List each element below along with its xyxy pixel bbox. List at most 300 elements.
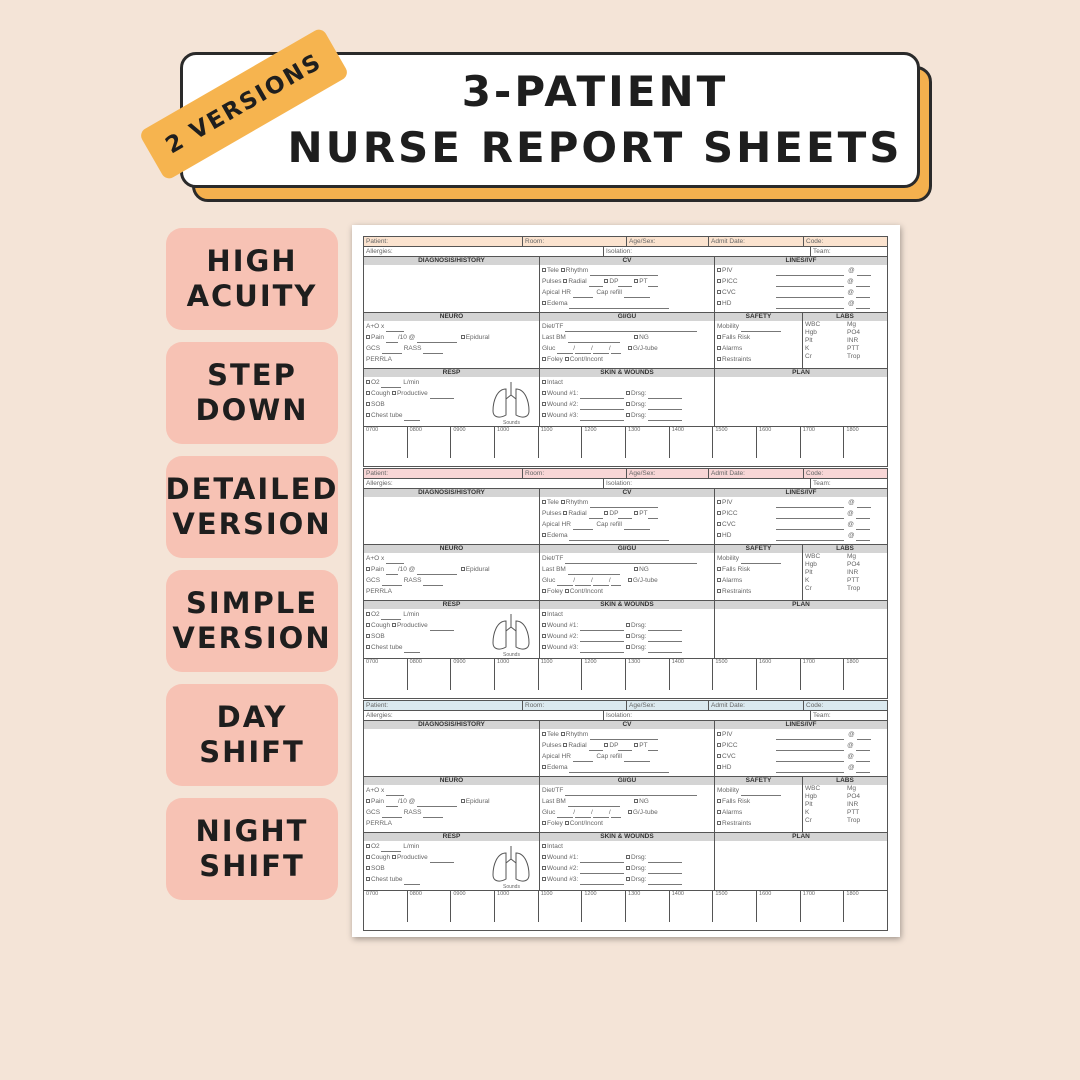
skin-section — [540, 601, 715, 658]
time-cell: 1700 — [801, 659, 845, 690]
checkbox-icon[interactable] — [634, 279, 638, 283]
checkbox-icon[interactable] — [542, 645, 546, 649]
checkbox-icon[interactable] — [717, 522, 721, 526]
resp-o2: O2 — [371, 843, 380, 850]
label-line: VERSION — [172, 621, 332, 655]
checkbox-icon[interactable] — [542, 268, 546, 272]
team-field: Team: — [813, 248, 831, 255]
gi-foley: Foley — [547, 356, 563, 363]
lab-label: PTT — [847, 345, 860, 352]
neuro-rass: RASS — [403, 809, 422, 816]
checkbox-icon[interactable] — [366, 844, 370, 848]
safety-falls-risk: Falls Risk — [722, 566, 751, 573]
checkbox-icon[interactable] — [634, 743, 638, 747]
checkbox-icon[interactable] — [563, 279, 567, 283]
lab-label: PTT — [847, 577, 860, 584]
age-sex-field: Age/Sex: — [627, 237, 709, 246]
line-picc: PICC — [722, 278, 738, 285]
checkbox-icon[interactable] — [392, 623, 396, 627]
admit-date-field: Admit Date: — [709, 469, 804, 478]
at-sign: @ — [847, 753, 854, 760]
neuro-aox: A+O x — [366, 555, 385, 562]
checkbox-icon[interactable] — [542, 877, 546, 881]
skin-drsg: Drsg: — [630, 401, 647, 408]
admit-date-field: Admit Date: — [709, 701, 804, 710]
section-row-1 — [364, 257, 887, 313]
cv-tele: Tele — [547, 267, 559, 274]
safety-section — [715, 545, 803, 600]
neuro-pain-scale: /10 @ — [397, 566, 416, 573]
checkbox-icon[interactable] — [717, 335, 721, 339]
time-cell: 1200 — [582, 659, 626, 690]
skin-drsg: Drsg: — [630, 412, 647, 419]
at-sign: @ — [848, 731, 855, 738]
lab-label: Mg — [847, 321, 857, 328]
line-cvc: CVC — [722, 289, 736, 296]
gi-gluc: Gluc — [542, 345, 556, 352]
checkbox-icon[interactable] — [542, 634, 546, 638]
cv-section — [540, 257, 715, 312]
checkbox-icon[interactable] — [717, 500, 721, 504]
checkbox-icon[interactable] — [634, 799, 638, 803]
checkbox-icon[interactable] — [366, 413, 370, 417]
report-sheet — [352, 225, 900, 937]
section-header: PLAN — [715, 601, 887, 609]
section-header: LINES/IVF — [715, 489, 887, 497]
checkbox-icon[interactable] — [628, 346, 632, 350]
label-step-down — [166, 342, 338, 444]
checkbox-icon[interactable] — [626, 623, 630, 627]
time-cell: 1600 — [757, 427, 801, 458]
label-line: HIGH — [206, 244, 298, 278]
at-sign: @ — [848, 764, 855, 771]
sounds-label: Sounds — [503, 420, 520, 425]
lab-label: INR — [847, 801, 859, 808]
neuro-pain-scale: /10 @ — [397, 334, 416, 341]
labs-section — [803, 545, 887, 600]
section-header: NEURO — [364, 777, 539, 785]
checkbox-icon[interactable] — [604, 279, 608, 283]
age-sex-field: Age/Sex: — [627, 469, 709, 478]
section-header: LABS — [803, 313, 887, 321]
resp-o2: O2 — [371, 379, 380, 386]
line-cvc: CVC — [722, 521, 736, 528]
skin-wound-1: Wound #1: — [547, 622, 579, 629]
at-sign: @ — [847, 742, 854, 749]
room-field: Room: — [523, 237, 627, 246]
checkbox-icon[interactable] — [634, 567, 638, 571]
checkbox-icon[interactable] — [542, 866, 546, 870]
at-sign: @ — [847, 521, 854, 528]
code-field: Code: — [806, 702, 824, 709]
checkbox-icon[interactable] — [628, 810, 632, 814]
skin-drsg: Drsg: — [630, 633, 647, 640]
checkbox-icon[interactable] — [366, 391, 370, 395]
diagnosis-section — [364, 489, 540, 544]
checkbox-icon[interactable] — [717, 578, 721, 582]
section-header: SAFETY — [715, 777, 802, 785]
time-cell: 0900 — [451, 891, 495, 922]
room-field: Room: — [523, 701, 627, 710]
checkbox-icon[interactable] — [561, 268, 565, 272]
section-header: LABS — [803, 545, 887, 553]
resp-cough: Cough — [371, 622, 391, 629]
label-line: STEP — [207, 358, 297, 392]
resp-cough: Cough — [371, 854, 391, 861]
checkbox-icon[interactable] — [717, 567, 721, 571]
checkbox-icon[interactable] — [542, 765, 546, 769]
label-line: DETAILED — [165, 472, 339, 506]
neuro-pain: Pain — [371, 798, 385, 805]
section-header: SKIN & WOUNDS — [540, 601, 714, 609]
at-sign: @ — [847, 510, 854, 517]
checkbox-icon[interactable] — [717, 346, 721, 350]
plan-section — [715, 601, 887, 658]
label-line: SHIFT — [199, 849, 305, 883]
checkbox-icon[interactable] — [717, 732, 721, 736]
checkbox-icon[interactable] — [604, 743, 608, 747]
lab-label: Cr — [805, 817, 812, 824]
patient-field: Patient: — [364, 237, 523, 246]
skin-section — [540, 369, 715, 426]
cv-radial: Radial — [568, 742, 587, 749]
isolation-field: Isolation: — [604, 711, 811, 720]
checkbox-icon[interactable] — [626, 645, 630, 649]
label-line: SIMPLE — [185, 586, 319, 620]
time-cell: 0800 — [408, 427, 452, 458]
lab-label: Plt — [805, 337, 813, 344]
section-header: CV — [540, 257, 714, 265]
time-cell: 1000 — [495, 659, 539, 690]
checkbox-icon[interactable] — [366, 623, 370, 627]
lab-label: Mg — [847, 785, 857, 792]
checkbox-icon[interactable] — [565, 821, 569, 825]
checkbox-icon[interactable] — [542, 380, 546, 384]
time-cell: 0900 — [451, 659, 495, 690]
resp-sob: SOB — [371, 401, 385, 408]
resp-productive: Productive — [396, 390, 428, 397]
checkbox-icon[interactable] — [542, 357, 546, 361]
skin-intact: Intact — [547, 843, 563, 850]
checkbox-icon[interactable] — [717, 279, 721, 283]
checkbox-icon[interactable] — [366, 612, 370, 616]
skin-wound-3: Wound #3: — [547, 644, 579, 651]
checkbox-icon[interactable] — [542, 844, 546, 848]
checkbox-icon[interactable] — [461, 567, 465, 571]
skin-drsg: Drsg: — [630, 390, 647, 397]
patient-info-row — [364, 237, 887, 247]
allergies-row — [364, 247, 887, 257]
gi-diet: Diet/TF — [542, 555, 564, 562]
code-field: Code: — [806, 238, 824, 245]
gi-cont: Cont/Incont — [569, 820, 603, 827]
section-header: GI/GU — [540, 777, 714, 785]
cv-pt: PT — [639, 742, 648, 749]
neuro-gcs: GCS — [366, 809, 381, 816]
lab-label: Trop — [847, 585, 861, 592]
cv-tele: Tele — [547, 499, 559, 506]
time-cell: 1200 — [582, 427, 626, 458]
checkbox-icon[interactable] — [366, 645, 370, 649]
resp-section — [364, 833, 540, 890]
checkbox-icon[interactable] — [717, 810, 721, 814]
cv-rhythm: Rhythm — [565, 267, 589, 274]
lab-label: Hgb — [805, 329, 817, 336]
safety-alarms: Alarms — [722, 577, 743, 584]
checkbox-icon[interactable] — [542, 533, 546, 537]
code-field: Code: — [806, 470, 824, 477]
checkbox-icon[interactable] — [626, 391, 630, 395]
checkbox-icon[interactable] — [717, 821, 721, 825]
time-cell: 0800 — [408, 891, 452, 922]
checkbox-icon[interactable] — [626, 855, 630, 859]
checkbox-icon[interactable] — [717, 743, 721, 747]
isolation-field: Isolation: — [604, 247, 811, 256]
checkbox-icon[interactable] — [626, 402, 630, 406]
checkbox-icon[interactable] — [366, 799, 370, 803]
section-header: LINES/IVF — [715, 257, 887, 265]
at-sign: @ — [848, 499, 855, 506]
checkbox-icon[interactable] — [542, 301, 546, 305]
checkbox-icon[interactable] — [542, 855, 546, 859]
checkbox-icon[interactable] — [717, 357, 721, 361]
cv-tele: Tele — [547, 731, 559, 738]
time-cell: 1500 — [713, 891, 757, 922]
cv-cap-refill: Cap refill — [596, 521, 622, 528]
cv-edema: Edema — [547, 300, 568, 307]
section-header: GI/GU — [540, 545, 714, 553]
time-cell: 1400 — [670, 427, 714, 458]
cv-cap-refill: Cap refill — [596, 289, 622, 296]
checkbox-icon[interactable] — [542, 589, 546, 593]
time-cell: 0700 — [364, 891, 408, 922]
safety-mobility: Mobility — [717, 787, 740, 794]
checkbox-icon[interactable] — [542, 402, 546, 406]
gi-ng: NG — [639, 566, 649, 573]
safety-falls-risk: Falls Risk — [722, 798, 751, 805]
time-cell: 1400 — [670, 659, 714, 690]
checkbox-icon[interactable] — [634, 335, 638, 339]
resp-lmin: L/min — [403, 379, 420, 386]
line-piv: PIV — [722, 267, 733, 274]
cv-rhythm: Rhythm — [565, 499, 589, 506]
checkbox-icon[interactable] — [366, 380, 370, 384]
checkbox-icon[interactable] — [366, 402, 370, 406]
patient-block — [363, 236, 888, 467]
gi-foley: Foley — [547, 820, 563, 827]
lab-label: INR — [847, 569, 859, 576]
time-cell: 1700 — [801, 427, 845, 458]
admit-date-field: Admit Date: — [709, 237, 804, 246]
label-detailed-version — [166, 456, 338, 558]
resp-lmin: L/min — [403, 611, 420, 618]
plan-section — [715, 833, 887, 890]
section-header: RESP — [364, 601, 539, 609]
checkbox-icon[interactable] — [626, 634, 630, 638]
skin-wound-3: Wound #3: — [547, 412, 579, 419]
lab-label: K — [805, 577, 810, 584]
lab-label: Hgb — [805, 561, 817, 568]
lab-label: INR — [847, 337, 859, 344]
patient-block — [363, 700, 888, 931]
section-header: DIAGNOSIS/HISTORY — [364, 257, 539, 265]
cv-cap-refill: Cap refill — [596, 753, 622, 760]
section-header: RESP — [364, 833, 539, 841]
gi-cont: Cont/Incont — [569, 588, 603, 595]
label-day-shift — [166, 684, 338, 786]
checkbox-icon[interactable] — [542, 500, 546, 504]
checkbox-icon[interactable] — [366, 855, 370, 859]
safety-restraints: Restraints — [722, 820, 752, 827]
neuro-pain: Pain — [371, 334, 385, 341]
patient-field: Patient: — [364, 469, 523, 478]
lab-label: Mg — [847, 553, 857, 560]
checkbox-icon[interactable] — [542, 612, 546, 616]
time-row — [364, 427, 887, 458]
section-header: NEURO — [364, 313, 539, 321]
section-header: DIAGNOSIS/HISTORY — [364, 489, 539, 497]
checkbox-icon[interactable] — [542, 623, 546, 627]
checkbox-icon[interactable] — [717, 301, 721, 305]
age-sex-field: Age/Sex: — [627, 701, 709, 710]
time-row — [364, 891, 887, 922]
checkbox-icon[interactable] — [461, 799, 465, 803]
checkbox-icon[interactable] — [717, 533, 721, 537]
checkbox-icon[interactable] — [717, 799, 721, 803]
section-header: PLAN — [715, 369, 887, 377]
lines-section — [715, 489, 887, 544]
checkbox-icon[interactable] — [634, 511, 638, 515]
cv-dp: DP — [609, 510, 619, 517]
checkbox-icon[interactable] — [717, 754, 721, 758]
checkbox-icon[interactable] — [628, 578, 632, 582]
time-cell: 1000 — [495, 427, 539, 458]
checkbox-icon[interactable] — [717, 290, 721, 294]
gi-diet: Diet/TF — [542, 787, 564, 794]
safety-mobility: Mobility — [717, 323, 740, 330]
gi-last-bm: Last BM — [542, 566, 566, 573]
line-picc: PICC — [722, 742, 738, 749]
section-header: CV — [540, 721, 714, 729]
allergies-field: Allergies: — [364, 711, 604, 720]
versions-tag: 2 VERSIONS — [138, 27, 350, 181]
time-cell: 1600 — [757, 891, 801, 922]
time-cell: 1500 — [713, 427, 757, 458]
gi-gluc: Gluc — [542, 809, 556, 816]
label-night-shift — [166, 798, 338, 900]
team-field: Team: — [813, 480, 831, 487]
cv-pulses: Pulses — [542, 510, 562, 517]
neuro-pain: Pain — [371, 566, 385, 573]
skin-intact: Intact — [547, 379, 563, 386]
checkbox-icon[interactable] — [717, 765, 721, 769]
cv-rhythm: Rhythm — [565, 731, 589, 738]
section-row-3 — [364, 369, 887, 427]
checkbox-icon[interactable] — [626, 413, 630, 417]
checkbox-icon[interactable] — [366, 567, 370, 571]
checkbox-icon[interactable] — [366, 866, 370, 870]
checkbox-icon[interactable] — [717, 511, 721, 515]
resp-section — [364, 369, 540, 426]
section-header: NEURO — [364, 545, 539, 553]
section-row-2 — [364, 545, 887, 601]
time-cell: 1000 — [495, 891, 539, 922]
lab-label: K — [805, 345, 810, 352]
lab-label: K — [805, 809, 810, 816]
lab-label: WBC — [805, 553, 821, 560]
checkbox-icon[interactable] — [366, 634, 370, 638]
checkbox-icon[interactable] — [563, 743, 567, 747]
checkbox-icon[interactable] — [542, 821, 546, 825]
checkbox-icon[interactable] — [717, 268, 721, 272]
checkbox-icon[interactable] — [565, 357, 569, 361]
checkbox-icon[interactable] — [717, 589, 721, 593]
checkbox-icon[interactable] — [461, 335, 465, 339]
patient-block — [363, 468, 888, 699]
line-hd: HD — [722, 532, 732, 539]
checkbox-icon[interactable] — [392, 391, 396, 395]
labs-section — [803, 777, 887, 832]
lab-label: WBC — [805, 785, 821, 792]
neuro-epidural: Epidural — [465, 334, 490, 341]
checkbox-icon[interactable] — [542, 732, 546, 736]
checkbox-icon[interactable] — [542, 391, 546, 395]
checkbox-icon[interactable] — [561, 500, 565, 504]
label-simple-version — [166, 570, 338, 672]
checkbox-icon[interactable] — [542, 413, 546, 417]
skin-drsg: Drsg: — [630, 622, 647, 629]
resp-section — [364, 601, 540, 658]
time-cell: 0700 — [364, 427, 408, 458]
checkbox-icon[interactable] — [366, 335, 370, 339]
checkbox-icon[interactable] — [563, 511, 567, 515]
checkbox-icon[interactable] — [561, 732, 565, 736]
checkbox-icon[interactable] — [392, 855, 396, 859]
neuro-rass: RASS — [403, 577, 422, 584]
plan-section — [715, 369, 887, 426]
checkbox-icon[interactable] — [565, 589, 569, 593]
skin-wound-2: Wound #2: — [547, 633, 579, 640]
checkbox-icon[interactable] — [366, 877, 370, 881]
cv-radial: Radial — [568, 510, 587, 517]
cv-pulses: Pulses — [542, 278, 562, 285]
checkbox-icon[interactable] — [626, 866, 630, 870]
safety-section — [715, 777, 803, 832]
time-cell: 0700 — [364, 659, 408, 690]
gigu-section: GI/GU Diet/TF Last BM NG Gluc / / / G/J-tube Foley Cont/Incont — [540, 313, 715, 368]
neuro-section — [364, 313, 540, 368]
sounds-label: Sounds — [503, 884, 520, 889]
skin-section — [540, 833, 715, 890]
time-cell: 1100 — [539, 891, 583, 922]
section-header: PLAN — [715, 833, 887, 841]
resp-productive: Productive — [396, 854, 428, 861]
cv-pulses: Pulses — [542, 742, 562, 749]
section-header: SKIN & WOUNDS — [540, 833, 714, 841]
cv-dp: DP — [609, 742, 619, 749]
resp-sob: SOB — [371, 865, 385, 872]
lab-label: PTT — [847, 809, 860, 816]
line-picc: PICC — [722, 510, 738, 517]
patient-info-row — [364, 701, 887, 711]
resp-chest-tube: Chest tube — [371, 644, 403, 651]
skin-wound-2: Wound #2: — [547, 865, 579, 872]
checkbox-icon[interactable] — [604, 511, 608, 515]
cv-dp: DP — [609, 278, 619, 285]
label-line: VERSION — [172, 507, 332, 541]
section-row-1 — [364, 489, 887, 545]
checkbox-icon[interactable] — [626, 877, 630, 881]
